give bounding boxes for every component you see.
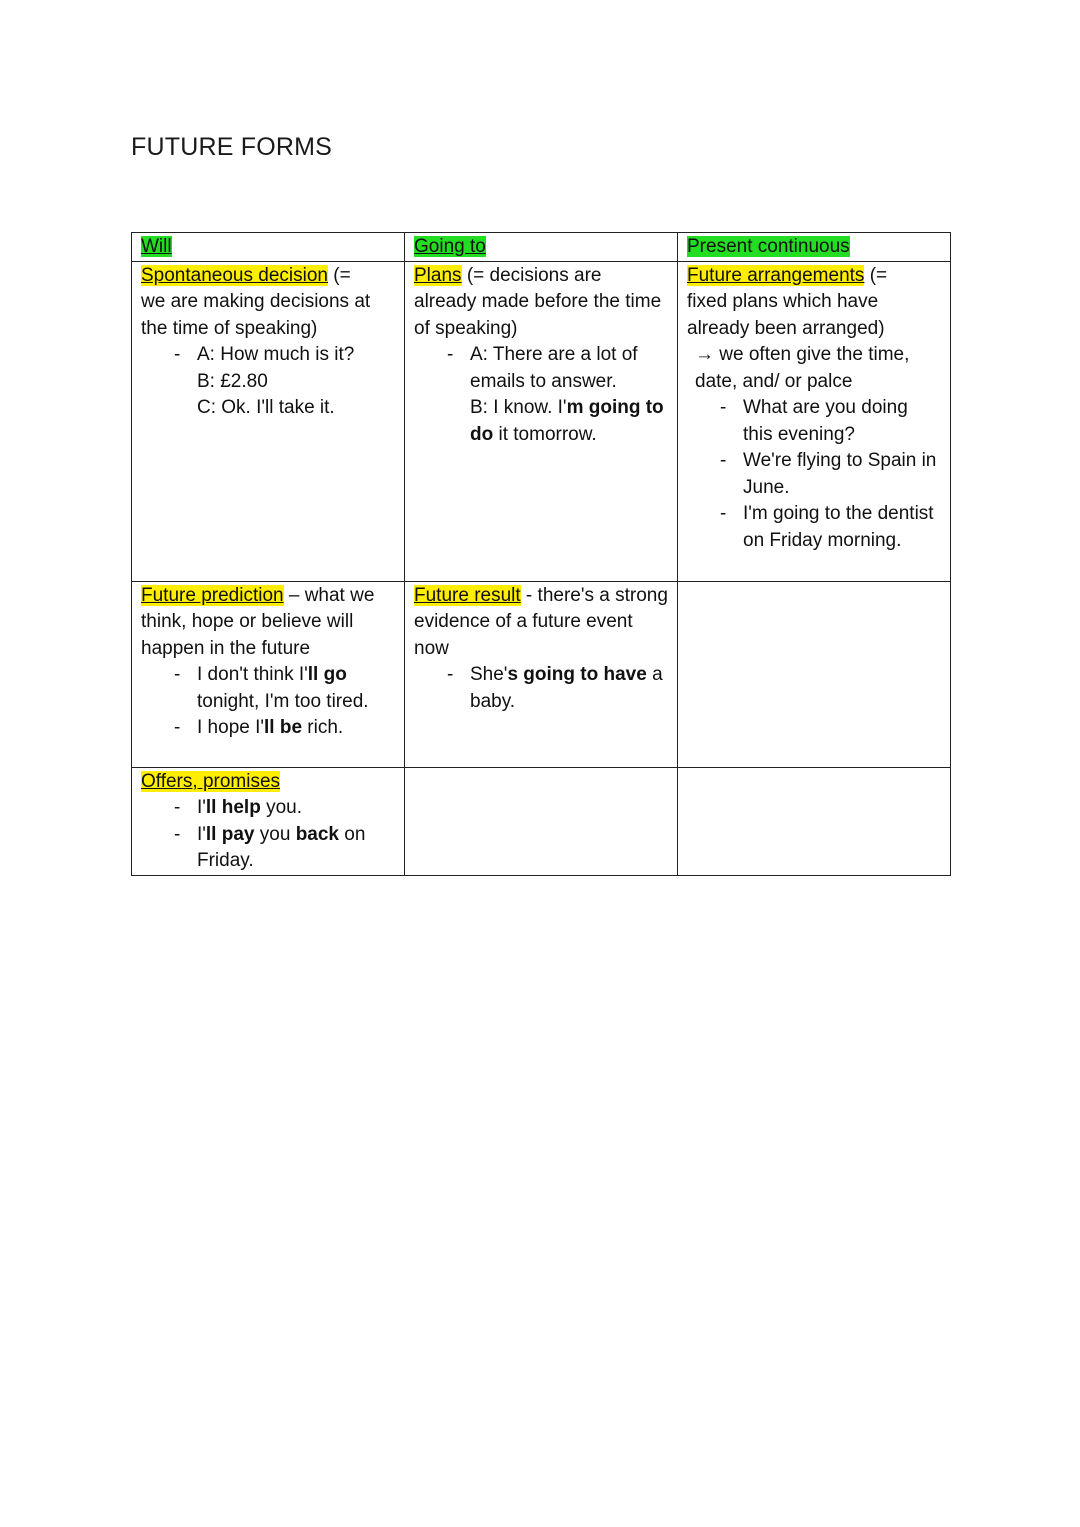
cell-empty [405,767,678,875]
list-item: - She's going to have a baby. [414,662,669,715]
example-list [687,395,942,554]
cell-heading: Spontaneous decision (= [141,264,351,286]
header-will: Will [141,236,172,257]
table-row [132,261,951,581]
cell-will-prediction [132,581,405,767]
list-item-continued: B: I know. I'm going to do it tomorrow. [470,397,664,445]
example-list [141,662,396,742]
list-item: - I'll help you. [141,795,396,822]
list-item: - I hope I'll be rich. [141,715,396,742]
note-line: → we often give the time, date, and/ or palce [695,344,910,392]
table-row [132,767,951,875]
cell-empty [678,767,951,875]
list-item: - I'll pay you back on Friday. [141,822,396,875]
cell-empty [678,581,951,767]
list-item: - We're flying to Spain in June. [687,448,942,501]
header-cell-present-continuous [678,233,951,262]
cell-heading: Future result - there's a strong evidence of a future event now [414,584,668,659]
table-row [132,581,951,767]
cell-description: already made before the time of speaking) [414,291,662,339]
page-title: FUTURE FORMS [131,133,332,161]
list-item: - A: There are a lot of emails to answer. [414,342,669,395]
example-list [414,662,669,715]
list-item: - I don't think I'll go tonight, I'm too tired. [141,662,396,715]
list-item-continued: C: Ok. I'll take it. [197,397,335,418]
cell-going-to-result [405,581,678,767]
cell-present-continuous-arrangements [678,261,951,581]
table-header-row [132,233,951,262]
cell-heading: Future arrangements (= [687,264,888,286]
cell-heading: Future prediction – what we think, hope or believe will happen in the future [141,584,375,659]
cell-description: we are making decisions at the time of speaking) [141,291,371,339]
header-present-continuous: Present continuous [687,236,850,257]
list-item: - A: How much is it? [141,342,396,369]
list-item: - What are you doing this evening? [687,395,942,448]
cell-will-spontaneous [132,261,405,581]
header-going-to: Going to [414,236,486,257]
header-cell-going-to [405,233,678,262]
cell-heading: Offers, promises [141,770,281,792]
header-cell-will [132,233,405,262]
example-list [141,795,396,875]
future-forms-table [131,232,951,876]
cell-heading: Plans (= decisions are [414,264,602,286]
example-list [414,342,669,395]
example-list [141,342,396,369]
cell-going-to-plans [405,261,678,581]
list-item-continued: B: £2.80 [197,370,268,392]
cell-description: fixed plans which have already been arranged) [687,291,885,339]
cell-will-offers [132,767,405,875]
list-item: - I'm going to the dentist on Friday morning. [687,501,942,554]
